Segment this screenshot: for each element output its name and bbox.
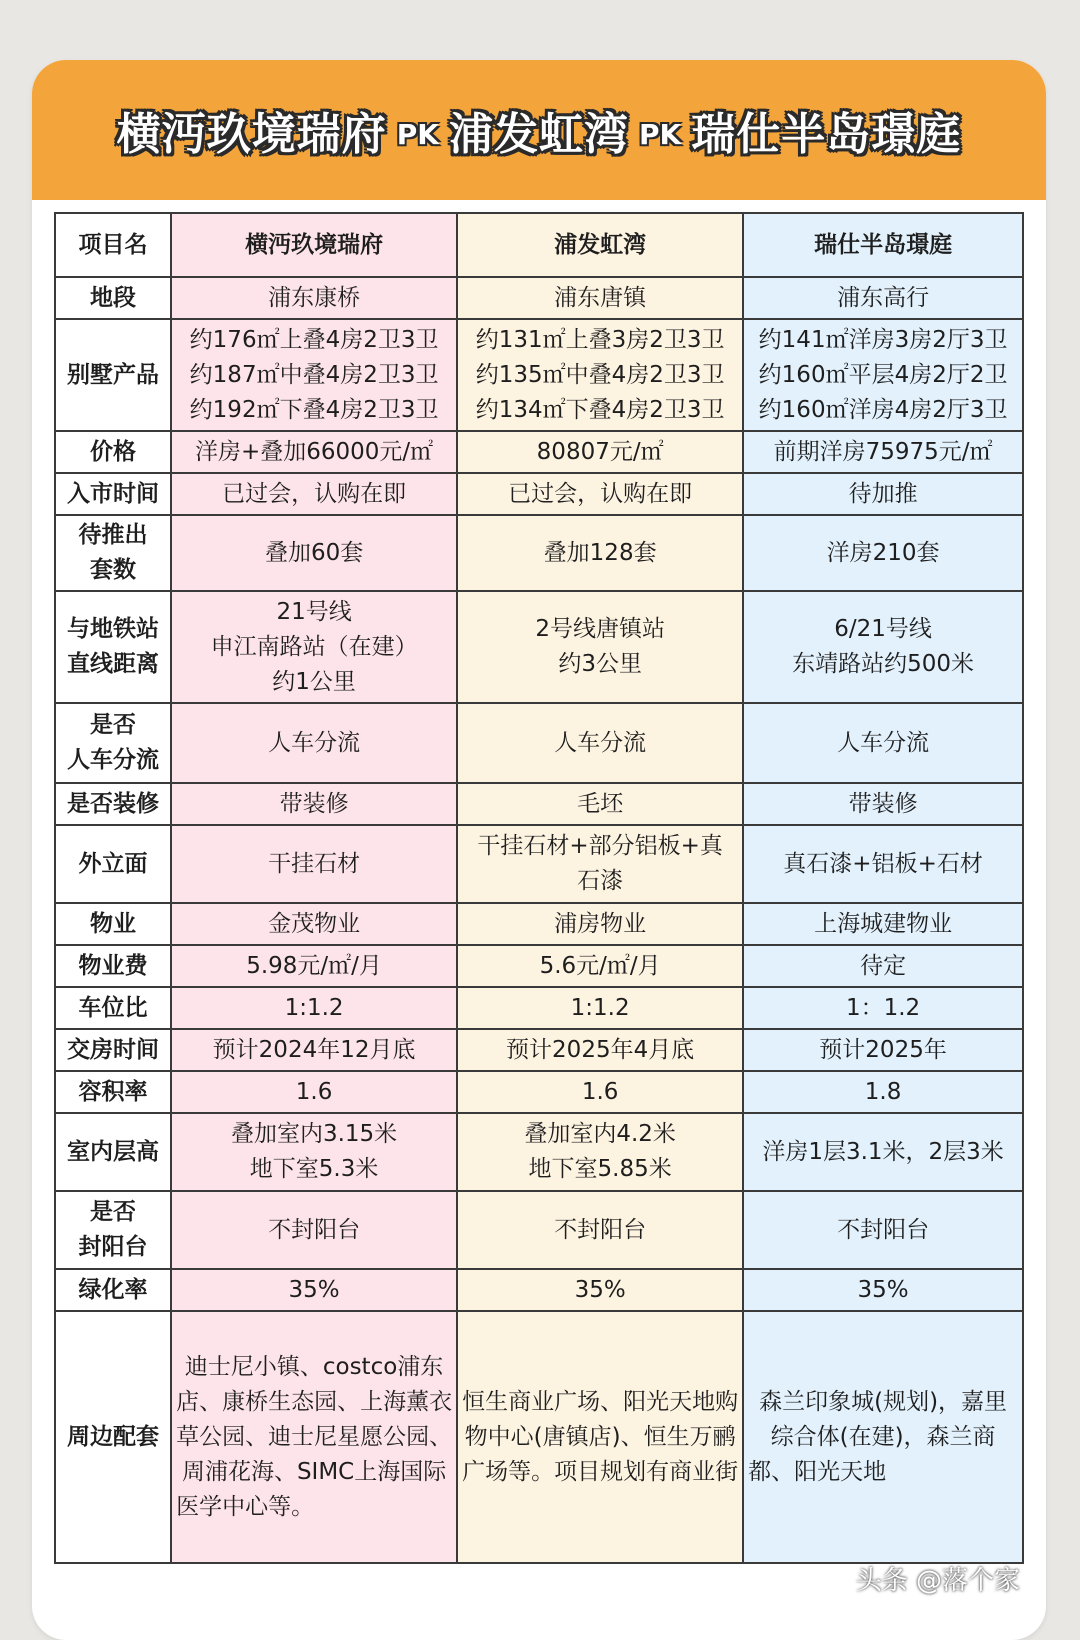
cell: 不封阳台: [171, 1191, 457, 1269]
cell-line: 2号线唐镇站: [535, 616, 665, 642]
cell: 1：1.2: [743, 987, 1023, 1029]
cell: 洋房+叠加66000元/㎡: [171, 431, 457, 473]
cell: 预计2025年: [743, 1029, 1023, 1071]
cell: [171, 319, 457, 431]
cell: 35%: [171, 1269, 457, 1311]
cell: 浦东唐镇: [457, 277, 743, 319]
table-row: [55, 1029, 1023, 1071]
cell-line: 申江南路站（在建）: [210, 633, 418, 660]
row-label: 价格: [55, 431, 171, 473]
table-header-row: [55, 213, 1023, 277]
cell: 人车分流: [743, 703, 1023, 783]
table-row: [55, 945, 1023, 987]
cell: 1:1.2: [457, 987, 743, 1029]
table-row: [55, 473, 1023, 515]
row-label: 入市时间: [55, 473, 171, 515]
cell: 叠加128套: [457, 515, 743, 591]
table-row: [55, 1191, 1023, 1269]
row-label: 交房时间: [55, 1029, 171, 1071]
cell: 带装修: [171, 783, 457, 825]
row-label: 室内层高: [55, 1113, 171, 1191]
cell: 不封阳台: [457, 1191, 743, 1269]
table-row: [55, 431, 1023, 473]
cell-line: 约3公里: [558, 651, 642, 677]
cell-line: 6/21号线: [834, 616, 932, 642]
label-line: 是否: [90, 712, 137, 738]
comparison-card: [32, 60, 1046, 1640]
cell-line: 约134㎡下叠4房2卫3卫: [475, 396, 725, 423]
cell: 已过会，认购在即: [457, 473, 743, 515]
label-line: 封阳台: [78, 1234, 148, 1260]
cell: 1.6: [171, 1071, 457, 1113]
row-label: 车位比: [55, 987, 171, 1029]
cell: [743, 591, 1023, 703]
banner-project-2: 浦发虹湾: [449, 109, 629, 160]
cell: 5.6元/㎡/月: [457, 945, 743, 987]
cell-line: 21号线: [276, 598, 352, 625]
cell: 恒生商业广场、阳光天地购物中心(唐镇店)、恒生万鹂广场等。项目规划有商业街: [457, 1311, 743, 1563]
cell: 35%: [743, 1269, 1023, 1311]
cell-line: 约141㎡洋房3房2厅3卫: [758, 326, 1008, 353]
cell: 带装修: [743, 783, 1023, 825]
cell: 1.8: [743, 1071, 1023, 1113]
cell-line: 约187㎡中叠4房2卫3卫: [189, 361, 439, 388]
watermark: 头条 @落个家: [855, 1566, 1020, 1596]
table-row: [55, 277, 1023, 319]
banner-pk-1: PK: [396, 117, 439, 151]
cell-line: 约135㎡中叠4房2卫3卫: [475, 361, 725, 388]
cell-line: 叠加室内3.15米: [230, 1121, 398, 1147]
cell-line: 地下室5.3米: [249, 1156, 379, 1182]
banner-project-1: 横沔玖境瑞府: [116, 109, 387, 160]
row-label: 外立面: [55, 825, 171, 903]
row-label: [55, 591, 171, 703]
cell: 上海城建物业: [743, 903, 1023, 945]
cell-line: 约192㎡下叠4房2卫3卫: [189, 396, 439, 423]
cell: 浦房物业: [457, 903, 743, 945]
cell: 不封阳台: [743, 1191, 1023, 1269]
cell: [457, 591, 743, 703]
row-label: 物业: [55, 903, 171, 945]
row-label: [55, 703, 171, 783]
cell: 洋房210套: [743, 515, 1023, 591]
table-row: [55, 783, 1023, 825]
cell: 迪士尼小镇、costco浦东店、康桥生态园、上海薰衣草公园、迪士尼星愿公园、周浦花海、SIMC上海国际医学中心等。: [171, 1311, 457, 1563]
row-label: 周边配套: [55, 1311, 171, 1563]
table-row: [55, 825, 1023, 903]
table-row: [55, 1113, 1023, 1191]
cell: 待定: [743, 945, 1023, 987]
cell: 金茂物业: [171, 903, 457, 945]
cell: 真石漆+铝板+石材: [743, 825, 1023, 903]
cell-line: 约160㎡平层4房2厅2卫: [758, 361, 1008, 388]
cell-line: 约131㎡上叠3房2卫3卫: [475, 326, 725, 353]
banner-pk-2: PK: [639, 117, 682, 151]
cell-line: 地下室5.85米: [528, 1156, 672, 1182]
cell: 80807元/㎡: [457, 431, 743, 473]
table-row: [55, 1071, 1023, 1113]
table-row: [55, 1269, 1023, 1311]
cell: [457, 1113, 743, 1191]
cell-line: 约1公里: [272, 668, 356, 695]
row-label: 绿化率: [55, 1269, 171, 1311]
cell: [457, 319, 743, 431]
header-project-3: 瑞仕半岛璟庭: [743, 213, 1023, 277]
table-row: [55, 987, 1023, 1029]
row-label: 地段: [55, 277, 171, 319]
table-row: [55, 903, 1023, 945]
title-banner: [32, 60, 1046, 200]
table-row: [55, 1311, 1023, 1563]
cell: 待加推: [743, 473, 1023, 515]
cell: 人车分流: [171, 703, 457, 783]
cell: 1.6: [457, 1071, 743, 1113]
row-label: [55, 1191, 171, 1269]
cell: [743, 319, 1023, 431]
cell: [171, 591, 457, 703]
row-label: [55, 515, 171, 591]
label-line: 直线距离: [67, 651, 160, 677]
row-label: 是否装修: [55, 783, 171, 825]
cell: 森兰印象城(规划)，嘉里综合体(在建)，森兰商都、阳光天地: [743, 1311, 1023, 1563]
header-label: 项目名: [55, 213, 171, 277]
cell: 预计2025年4月底: [457, 1029, 743, 1071]
cell-line: 东靖路站约500米: [792, 651, 975, 677]
banner-project-3: 瑞仕半岛璟庭: [691, 109, 962, 160]
table-row: [55, 703, 1023, 783]
cell: 1:1.2: [171, 987, 457, 1029]
cell: 浦东高行: [743, 277, 1023, 319]
label-line: 与地铁站: [67, 616, 160, 642]
table-row: [55, 591, 1023, 703]
cell: 人车分流: [457, 703, 743, 783]
label-line: 套数: [90, 557, 137, 583]
cell-line: 石漆: [577, 868, 624, 894]
header-project-2: 浦发虹湾: [457, 213, 743, 277]
table-row: [55, 319, 1023, 431]
cell: 干挂石材: [171, 825, 457, 903]
cell-line: 叠加室内4.2米: [524, 1121, 676, 1147]
cell: 毛坯: [457, 783, 743, 825]
label-line: 待推出: [78, 522, 148, 548]
cell: 35%: [457, 1269, 743, 1311]
cell: [457, 825, 743, 903]
row-label: 别墅产品: [55, 319, 171, 431]
cell: 叠加60套: [171, 515, 457, 591]
row-label: 容积率: [55, 1071, 171, 1113]
cell-line: 约160㎡洋房4房2厅3卫: [758, 396, 1008, 423]
cell-line: 干挂石材+部分铝板+真: [477, 833, 723, 859]
cell: 已过会，认购在即: [171, 473, 457, 515]
cell: 浦东康桥: [171, 277, 457, 319]
label-line: 是否: [90, 1199, 137, 1225]
cell: 预计2024年12月底: [171, 1029, 457, 1071]
cell: 5.98元/㎡/月: [171, 945, 457, 987]
cell: 洋房1层3.1米，2层3米: [743, 1113, 1023, 1191]
comparison-table: [54, 212, 1024, 1564]
label-line: 人车分流: [67, 747, 160, 773]
cell: 前期洋房75975元/㎡: [743, 431, 1023, 473]
row-label: 物业费: [55, 945, 171, 987]
table-row: [55, 515, 1023, 591]
header-project-1: 横沔玖境瑞府: [171, 213, 457, 277]
cell-line: 约176㎡上叠4房2卫3卫: [189, 326, 439, 353]
cell: [171, 1113, 457, 1191]
